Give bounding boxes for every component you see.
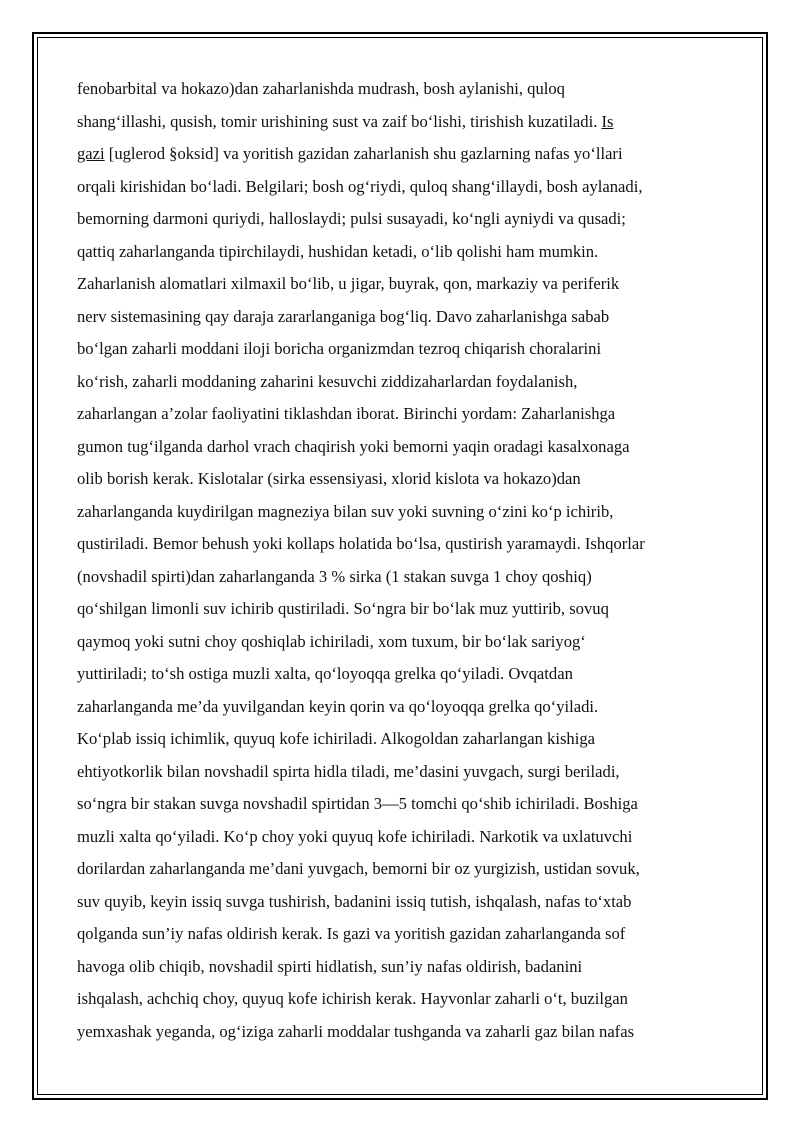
text-line: so‘ngra bir stakan suvga novshadil spirtidan 3—5 tomchi qo‘shib ichiriladi. Boshiga bbox=[77, 794, 638, 813]
text-line: qo‘shilgan limonli suv ichirib qustiriladi. So‘ngra bir bo‘lak muz yuttirib, sovuq bbox=[77, 599, 609, 618]
text-line: fenobarbital va hokazo)dan zaharlanishda mudrash, bosh aylanishi, quloq bbox=[77, 79, 565, 98]
text-line: qaymoq yoki sutni choy qoshiqlab ichiriladi, xom tuxum, bir bo‘lak sariyog‘ bbox=[77, 631, 586, 651]
text-line: (novshadil spirti)dan zaharlanganda 3 % sirka (1 stakan suvga 1 choy qoshiq) bbox=[77, 566, 592, 586]
text-line: suv quyib, keyin issiq suvga tushirish, badanini issiq tutish, ishqalash, nafas to‘xtab bbox=[77, 891, 632, 911]
underlined-term: Is bbox=[601, 111, 614, 131]
text-line: shang‘illashi, qusish, tomir urishining sust va zaif bo‘lishi, tirishish kuzatiladi. Is bbox=[77, 111, 614, 131]
text-line: qustiriladi. Bemor behush yoki kollaps holatida bo‘lsa, qustirish yaramaydi. Ishqorlar bbox=[77, 534, 645, 553]
text-line: zaharlanganda kuydirilgan magneziya bilan suv yoki suvning o‘zini ko‘p ichirib, bbox=[77, 501, 614, 521]
text-line: orqali kirishidan bo‘ladi. Belgilari; bosh og‘riydi, quloq shang‘illaydi, bosh aylanadi, bbox=[77, 176, 643, 196]
text-line: gazi [uglerod §oksid] va yoritish gazidan zaharlanish shu gazlarning nafas yo‘llari bbox=[77, 144, 623, 163]
text-line: zaharlangan a’zolar faoliyatini tiklashdan iborat. Birinchi yordam: Zaharlanishga bbox=[77, 404, 616, 423]
text-line: bo‘lgan zaharli moddani iloji boricha organizmdan tezroq chiqarish choralarini bbox=[77, 339, 602, 358]
text-line: qolganda sun’iy nafas oldirish kerak. Is gazi va yoritish gazidan zaharlanganda sof bbox=[77, 924, 626, 943]
text-line: gumon tug‘ilganda darhol vrach chaqirish yoki bemorni yaqin oradagi kasalxonaga bbox=[77, 436, 630, 456]
text-line: muzli xalta qo‘yiladi. Ko‘p choy yoki quyuq kofe ichiriladi. Narkotik va uxlatuvchi bbox=[77, 826, 633, 846]
text-line: yuttiriladi; to‘sh ostiga muzli xalta, qo‘loyoqqa grelka qo‘yiladi. Ovqatdan bbox=[77, 664, 573, 683]
body-text bbox=[77, 73, 727, 1048]
text-line: ishqalash, achchiq choy, quyuq kofe ichirish kerak. Hayvonlar zaharli o‘t, buzilgan bbox=[77, 989, 628, 1008]
text-line: Ko‘plab issiq ichimlik, quyuq kofe ichiriladi. Alkogoldan zaharlangan kishiga bbox=[77, 729, 595, 748]
text-line: dorilardan zaharlanganda me’dani yuvgach, bemorni bir oz yurgizish, ustidan sovuk, bbox=[77, 859, 640, 878]
text-line: zaharlanganda me’da yuvilgandan keyin qorin va qo‘loyoqqa grelka qo‘yiladi. bbox=[77, 696, 599, 716]
text-line: yemxashak yeganda, og‘iziga zaharli moddalar tushganda va zaharli gaz bilan nafas bbox=[77, 1021, 635, 1041]
text-line: ehtiyotkorlik bilan novshadil spirta hidla tiladi, me’dasini yuvgach, surgi beriladi, bbox=[77, 761, 620, 781]
underlined-term: gazi bbox=[77, 144, 105, 163]
text-line: nerv sistemasining qay daraja zararlanganiga bog‘liq. Davo zaharlanishga sabab bbox=[77, 306, 610, 326]
text-line: qattiq zaharlanganda tipirchilaydi, hushidan ketadi, o‘lib qolishi ham mumkin. bbox=[77, 241, 599, 261]
text-line: bemorning darmoni quriydi, halloslaydi; pulsi susayadi, ko‘ngli ayniydi va qusadi; bbox=[77, 209, 626, 228]
text-line: ko‘rish, zaharli moddaning zaharini kesuvchi ziddizaharlardan foydalanish, bbox=[77, 371, 578, 391]
text-line: Zaharlanish alomatlari xilmaxil bo‘lib, u jigar, buyrak, qon, markaziy va periferik bbox=[77, 274, 620, 293]
text-line: havoga olib chiqib, novshadil spirti hidlatish, sun’iy nafas oldirish, badanini bbox=[77, 956, 583, 976]
text-line: olib borish kerak. Kislotalar (sirka essensiyasi, xlorid kislota va hokazo)dan bbox=[77, 469, 581, 488]
